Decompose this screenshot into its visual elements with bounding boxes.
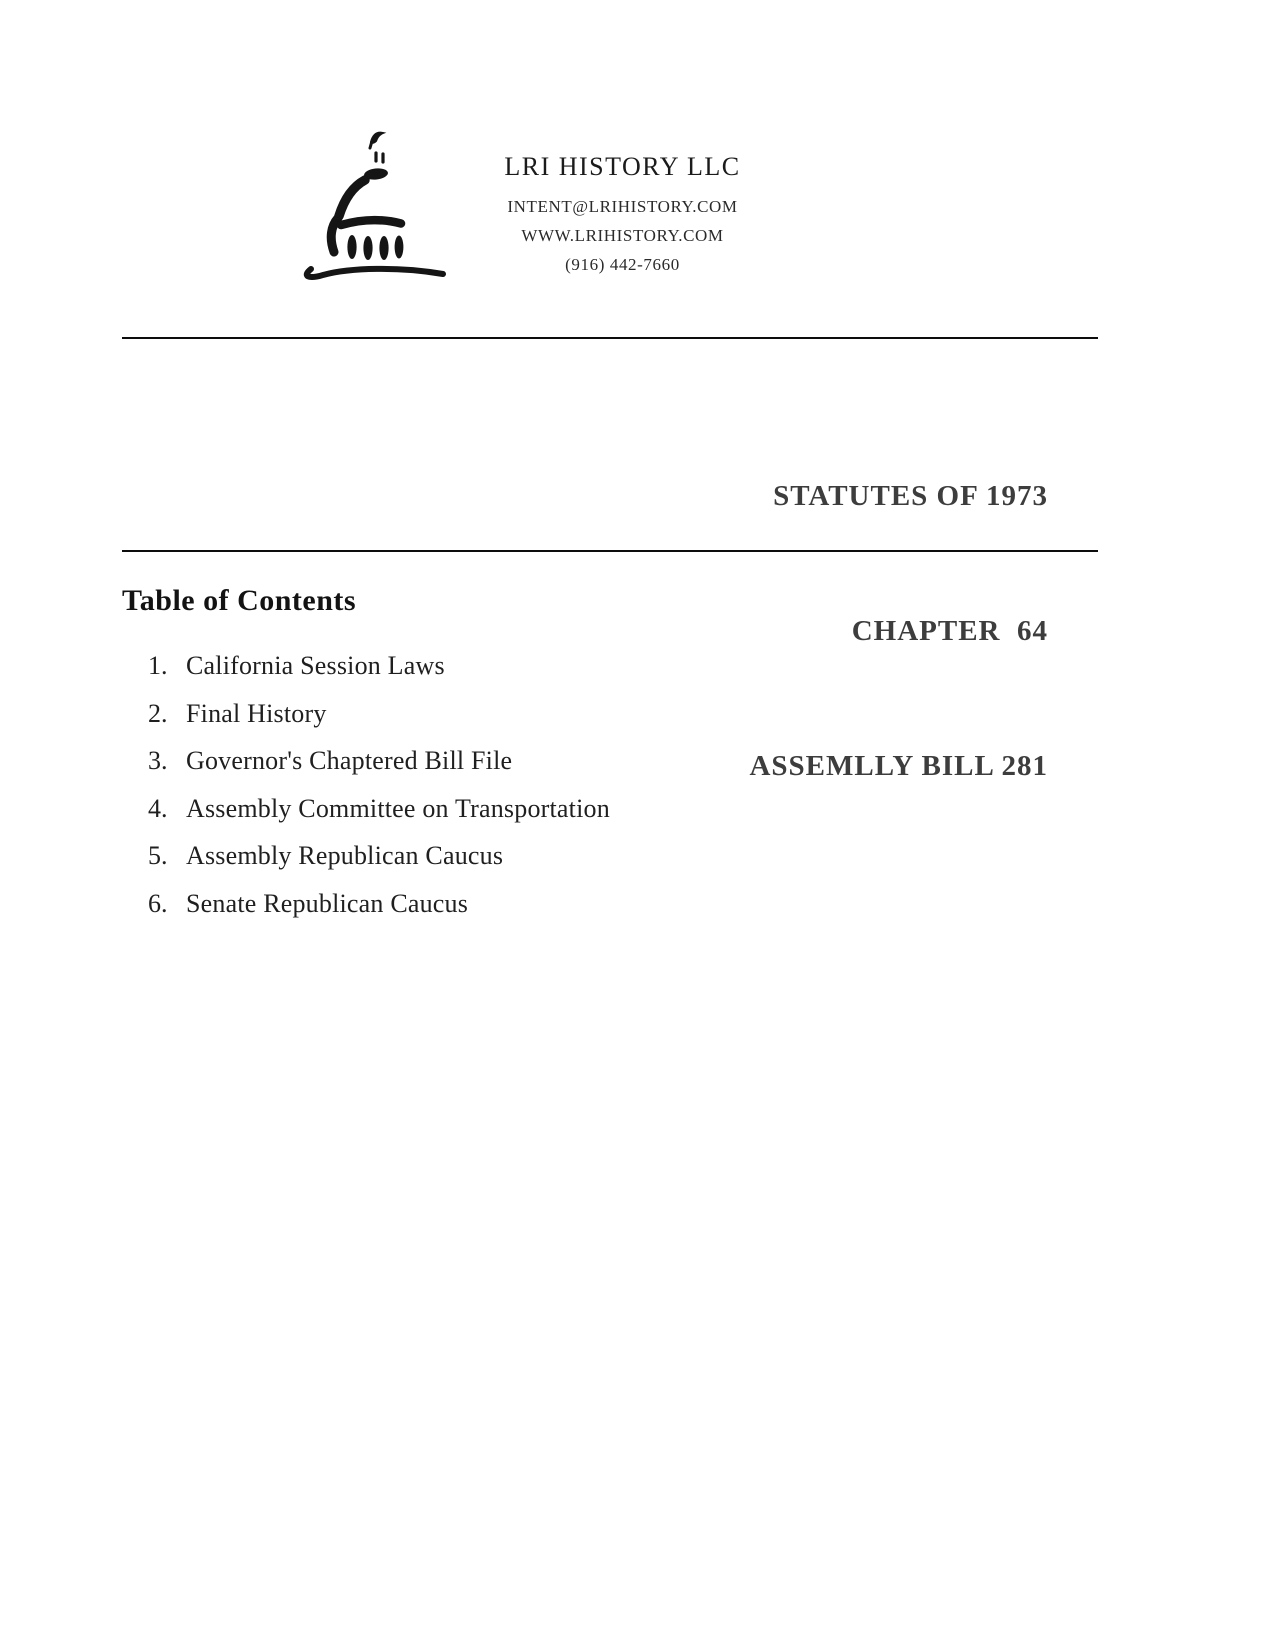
toc-item-number: 5. [148,841,168,871]
chapter-line: CHAPTER 64 [851,615,1048,647]
toc-heading: Table of Contents [122,584,357,617]
toc-list [148,650,610,936]
toc-item [148,793,610,841]
document-title-block [749,384,1048,879]
toc-item [148,650,610,698]
toc-item [148,840,610,888]
statutes-line: STATUTES OF 1973 [773,480,1048,512]
toc-item-number: 2. [148,698,168,728]
company-phone: (916) 442-7660 [565,255,680,274]
toc-item-number: 1. [148,651,168,680]
toc-item-label: Senate Republican Caucus [186,888,469,918]
company-name: LRI HISTORY LLC [504,152,741,181]
toc-item-number: 6. [148,888,168,918]
toc-item-number: 4. [148,793,168,823]
toc-item [148,698,610,746]
company-email: INTENT@LRIHISTORY.COM [507,197,738,216]
toc-item-label: Governor's Chaptered Bill File [186,746,513,776]
toc-item-number: 3. [148,746,168,776]
toc-item-label: Assembly Committee on Transportation [186,793,610,823]
toc-item-label: California Session Laws [186,651,445,680]
bill-line: ASSEMLLY BILL 281 [749,750,1048,782]
toc-item [148,745,610,793]
company-website: WWW.LRIHISTORY.COM [521,226,724,245]
toc-item-label: Assembly Republican Caucus [186,841,504,871]
letterhead [430,150,815,279]
toc-item-label: Final History [186,698,327,728]
divider-top [122,337,1098,339]
toc-item [148,888,610,936]
